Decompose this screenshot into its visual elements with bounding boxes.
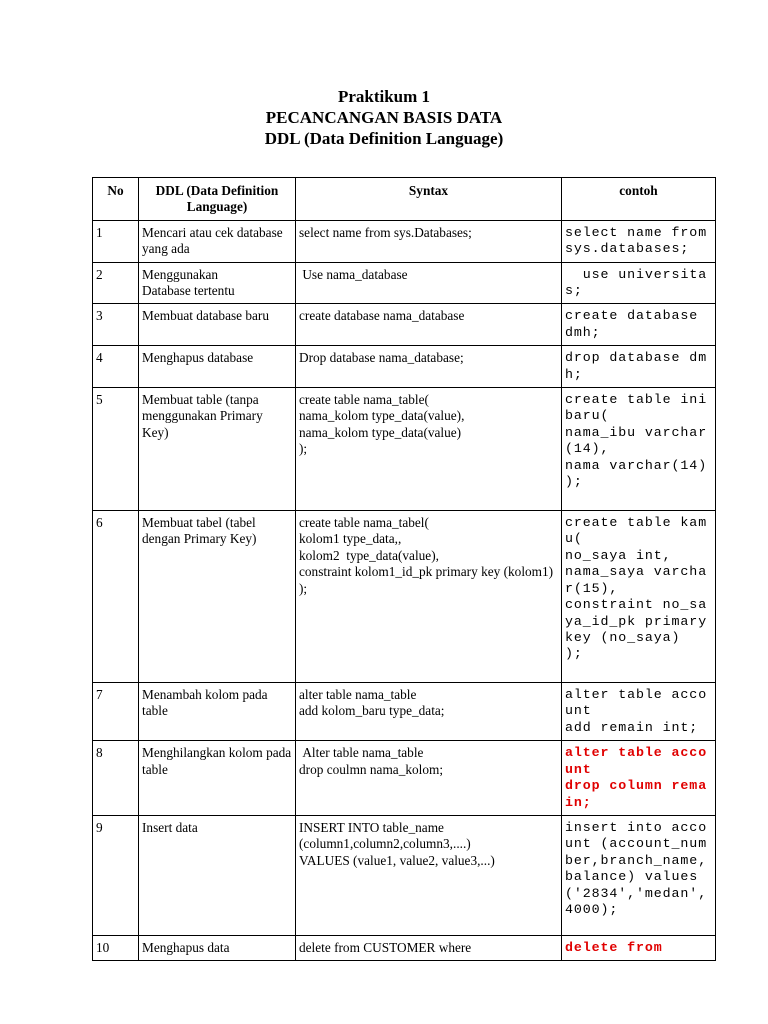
- cell-ddl: Membuat database baru: [139, 304, 296, 346]
- cell-ddl: Menghapus database: [139, 346, 296, 388]
- cell-no: 5: [93, 388, 139, 511]
- cell-syntax: alter table nama_table add kolom_baru type_data;: [296, 683, 562, 741]
- table-row: [93, 262, 716, 304]
- cell-contoh: create table kamu( no_saya int, nama_saya varchar(15), constraint no_saya_id_pk primary key (no_saya) );: [562, 511, 716, 683]
- cell-syntax: select name from sys.Databases;: [296, 220, 562, 262]
- title-line-1: Praktikum 1: [337, 87, 431, 106]
- table-row: [93, 346, 716, 388]
- cell-contoh: insert into account (account_number,branch_name,balance) values ('2834','medan',4000);: [562, 815, 716, 935]
- cell-no: 10: [93, 935, 139, 960]
- cell-ddl: Menghilangkan kolom pada table: [139, 741, 296, 816]
- cell-no: 6: [93, 511, 139, 683]
- title-line-3: DDL (Data Definition Language): [264, 129, 504, 148]
- cell-contoh: drop database dmh;: [562, 346, 716, 388]
- cell-no: 9: [93, 815, 139, 935]
- cell-ddl: Menghapus data: [139, 935, 296, 960]
- header-ddl: DDL (Data Definition Language): [139, 178, 296, 221]
- cell-syntax: create table nama_table( nama_kolom type_data(value), nama_kolom type_data(value) );: [296, 388, 562, 511]
- cell-contoh: create database dmh;: [562, 304, 716, 346]
- cell-ddl: Membuat tabel (tabel dengan Primary Key): [139, 511, 296, 683]
- table-row: [93, 683, 716, 741]
- cell-ddl: Menggunakan Database tertentu: [139, 262, 296, 304]
- cell-no: 7: [93, 683, 139, 741]
- header-contoh: contoh: [562, 178, 716, 221]
- table-body: [93, 220, 716, 961]
- table-row: [93, 220, 716, 262]
- cell-contoh: delete from: [562, 935, 716, 960]
- cell-syntax: create database nama_database: [296, 304, 562, 346]
- cell-ddl: Mencari atau cek database yang ada: [139, 220, 296, 262]
- cell-no: 8: [93, 741, 139, 816]
- cell-syntax: create table nama_tabel( kolom1 type_data,, kolom2 type_data(value), constraint kolom1_id_pk primary key (kolom1) );: [296, 511, 562, 683]
- header-no: No: [93, 178, 139, 221]
- cell-no: 1: [93, 220, 139, 262]
- cell-no: 2: [93, 262, 139, 304]
- table-row: [93, 304, 716, 346]
- cell-no: 3: [93, 304, 139, 346]
- cell-no: 4: [93, 346, 139, 388]
- cell-contoh: create table inibaru( nama_ibu varchar(14), nama varchar(14) );: [562, 388, 716, 511]
- table-row: [93, 935, 716, 960]
- cell-contoh: alter table account drop column remain;: [562, 741, 716, 816]
- cell-syntax: Alter table nama_table drop coulmn nama_kolom;: [296, 741, 562, 816]
- cell-ddl: Insert data: [139, 815, 296, 935]
- cell-syntax: INSERT INTO table_name (column1,column2,column3,....) VALUES (value1, value2, value3,...): [296, 815, 562, 935]
- table-row: [93, 815, 716, 935]
- cell-syntax: Use nama_database: [296, 262, 562, 304]
- cell-contoh: alter table account add remain int;: [562, 683, 716, 741]
- cell-ddl: Menambah kolom pada table: [139, 683, 296, 741]
- table-row: [93, 388, 716, 511]
- header-syntax: Syntax: [296, 178, 562, 221]
- cell-contoh: select name from sys.databases;: [562, 220, 716, 262]
- cell-syntax: delete from CUSTOMER where: [296, 935, 562, 960]
- table-row: [93, 511, 716, 683]
- cell-ddl: Membuat table (tanpa menggunakan Primary Key): [139, 388, 296, 511]
- cell-contoh: use universitas;: [562, 262, 716, 304]
- ddl-table: [92, 177, 716, 961]
- title-line-2: PECANCANGAN BASIS DATA: [265, 108, 503, 127]
- table-header-row: [93, 178, 716, 221]
- cell-syntax: Drop database nama_database;: [296, 346, 562, 388]
- document-title: [0, 86, 768, 149]
- table-row: [93, 741, 716, 816]
